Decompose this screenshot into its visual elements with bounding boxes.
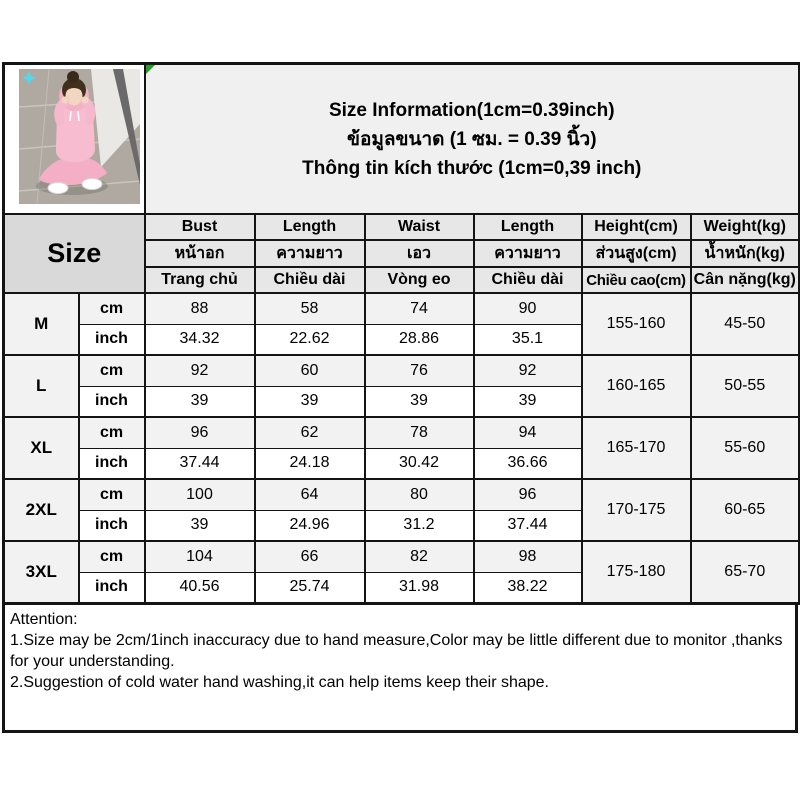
unit-label-cm: cm [79,541,145,572]
value-cell: 31.98 [365,572,474,603]
title-english: Size Information(1cm=0.39inch) [328,99,615,121]
value-cell: 37.44 [474,510,582,541]
value-cell: 25.74 [255,572,365,603]
value-cell: 66 [255,541,365,572]
table-row-3xl-cm [4,541,800,572]
value-cell: 90 [474,293,582,324]
value-cell: 62 [255,417,365,448]
product-photo [19,69,140,204]
value-cell: 24.96 [255,510,365,541]
size-label: 3XL [4,541,79,603]
size-label: L [4,355,79,417]
value-cell: 39 [255,386,365,417]
table-row-l-cm [4,355,800,386]
value-cell: 39 [145,386,255,417]
height-range-cell: 170-175 [582,479,691,541]
value-cell: 74 [365,293,474,324]
col-header-waist-en: Waist [365,214,474,240]
size-chart-sheet [2,62,798,733]
size-label: 2XL [4,479,79,541]
unit-label-inch: inch [79,510,145,541]
value-cell: 82 [365,541,474,572]
weight-range-cell: 55-60 [691,417,800,479]
value-cell: 39 [365,386,474,417]
col-header-length2-th: ความยาว [474,240,582,267]
col-header-length-vi: Chiều dài [255,267,365,293]
value-cell: 96 [145,417,255,448]
unit-label-inch: inch [79,386,145,417]
table-row-m-cm [4,293,800,324]
weight-range-cell: 45-50 [691,293,800,355]
attention-heading: Attention: [10,610,78,628]
value-cell: 92 [474,355,582,386]
cell-comment-marker-icon [146,65,155,74]
value-cell: 92 [145,355,255,386]
height-range-cell: 160-165 [582,355,691,417]
col-header-weight-vi: Cân nặng(kg) [691,267,800,293]
value-cell: 39 [474,386,582,417]
value-cell: 104 [145,541,255,572]
value-cell: 36.66 [474,448,582,479]
header-row-english [4,214,800,240]
col-header-height-th: ส่วนสูง(cm) [582,240,691,267]
weight-range-cell: 65-70 [691,541,800,603]
value-cell: 88 [145,293,255,324]
attention-note-2: 2.Suggestion of cold water hand washing,it can help items keep their shape. [10,673,549,691]
value-cell: 24.18 [255,448,365,479]
attention-note-1: 1.Size may be 2cm/1inch inaccuracy due to hand measure,Color may be little different due to monitor ,thanks for your understanding. [10,631,783,670]
weight-range-cell: 60-65 [691,479,800,541]
product-photo-cell [4,64,145,215]
unit-label-cm: cm [79,417,145,448]
unit-label-cm: cm [79,293,145,324]
table-row-2xl-cm [4,479,800,510]
col-header-height-vi: Chiều cao(cm) [582,267,691,293]
value-cell: 100 [145,479,255,510]
value-cell: 31.2 [365,510,474,541]
value-cell: 35.1 [474,324,582,355]
value-cell: 38.22 [474,572,582,603]
unit-label-inch: inch [79,324,145,355]
col-header-weight-en: Weight(kg) [691,214,800,240]
value-cell: 30.42 [365,448,474,479]
col-header-weight-th: น้ำหนัก(kg) [691,240,800,267]
table-row [4,64,800,215]
unit-label-inch: inch [79,448,145,479]
height-range-cell: 175-180 [582,541,691,603]
value-cell: 37.44 [145,448,255,479]
height-range-cell: 155-160 [582,293,691,355]
value-cell: 60 [255,355,365,386]
value-cell: 80 [365,479,474,510]
weight-range-cell: 50-55 [691,355,800,417]
size-header: Size [4,214,145,293]
unit-label-cm: cm [79,479,145,510]
value-cell: 34.32 [145,324,255,355]
col-header-length2-vi: Chiều dài [474,267,582,293]
attention-notes [2,605,798,733]
height-range-cell: 165-170 [582,417,691,479]
title-thai: ข้อมูลขนาด (1 ซม. = 0.39 นิ้ว) [346,128,597,150]
size-label: M [4,293,79,355]
value-cell: 76 [365,355,474,386]
value-cell: 64 [255,479,365,510]
col-header-bust-th: หน้าอก [145,240,255,267]
value-cell: 22.62 [255,324,365,355]
col-header-waist-th: เอว [365,240,474,267]
value-cell: 28.86 [365,324,474,355]
value-cell: 58 [255,293,365,324]
value-cell: 94 [474,417,582,448]
size-label: XL [4,417,79,479]
title-cell [145,64,800,215]
col-header-length-en: Length [255,214,365,240]
col-header-length-th: ความยาว [255,240,365,267]
col-header-length2-en: Length [474,214,582,240]
size-table [2,62,800,605]
col-header-bust-vi: Trang chủ [145,267,255,293]
col-header-height-en: Height(cm) [582,214,691,240]
unit-label-inch: inch [79,572,145,603]
title-vietnamese: Thông tin kích thước (1cm=0,39 inch) [302,157,642,179]
col-header-bust-en: Bust [145,214,255,240]
unit-label-cm: cm [79,355,145,386]
value-cell: 40.56 [145,572,255,603]
value-cell: 96 [474,479,582,510]
col-header-waist-vi: Vòng eo [365,267,474,293]
value-cell: 39 [145,510,255,541]
table-row-xl-cm [4,417,800,448]
value-cell: 98 [474,541,582,572]
value-cell: 78 [365,417,474,448]
